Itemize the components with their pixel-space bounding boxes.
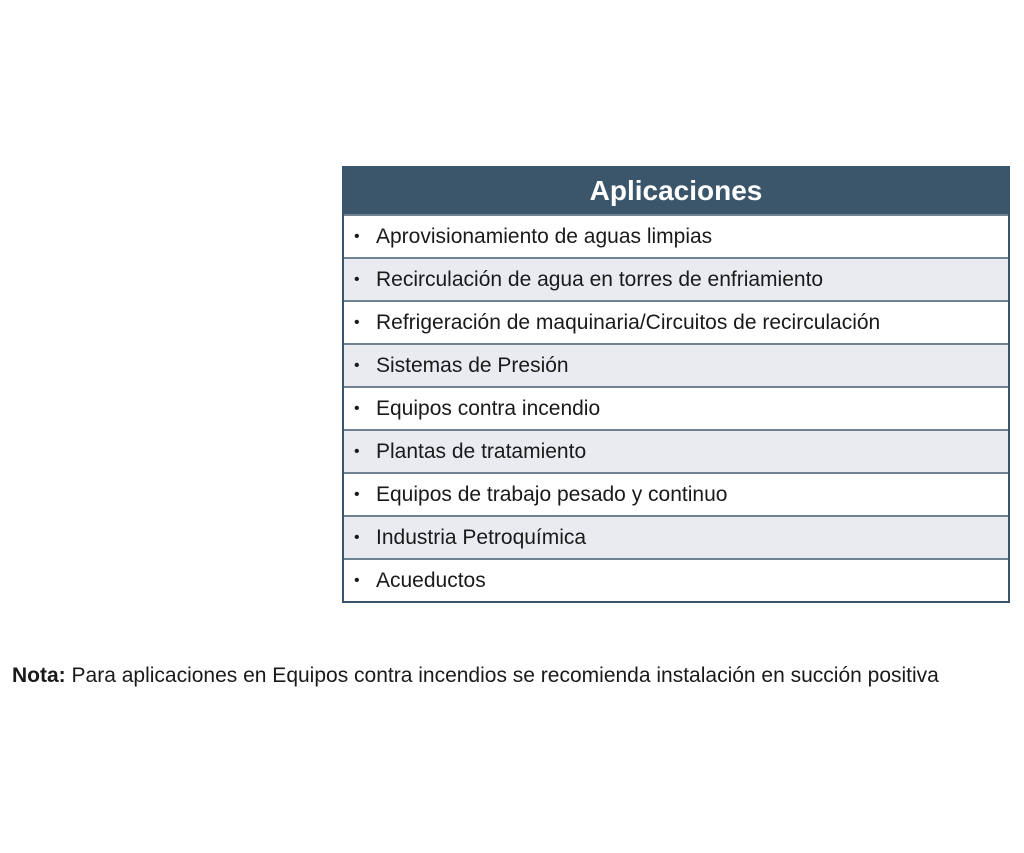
table-row xyxy=(344,214,1008,257)
row-text: Sistemas de Presión xyxy=(376,353,569,377)
table-row xyxy=(344,257,1008,300)
bullet-icon: • xyxy=(354,442,360,460)
table-row xyxy=(344,472,1008,515)
row-text: Aprovisionamiento de aguas limpias xyxy=(376,224,713,248)
bullet-icon: • xyxy=(354,399,360,417)
bullet-icon: • xyxy=(354,485,360,503)
table-row xyxy=(344,515,1008,558)
bullet-icon: • xyxy=(354,313,360,331)
table-row xyxy=(344,558,1008,601)
row-text: Equipos de trabajo pesado y continuo xyxy=(376,482,728,506)
row-text: Refrigeración de maquinaria/Circuitos de recirculación xyxy=(376,310,881,334)
row-text: Acueductos xyxy=(376,568,486,592)
table-header: Aplicaciones xyxy=(344,168,1008,214)
row-text: Plantas de tratamiento xyxy=(376,439,587,463)
note-label: Nota: xyxy=(12,664,66,687)
row-text: Industria Petroquímica xyxy=(376,525,587,549)
note-paragraph xyxy=(12,662,952,690)
table-row xyxy=(344,300,1008,343)
bullet-icon: • xyxy=(354,571,360,589)
table-row xyxy=(344,343,1008,386)
bullet-icon: • xyxy=(354,270,360,288)
row-text: Recirculación de agua en torres de enfriamiento xyxy=(376,267,824,291)
note-text: Para aplicaciones en Equipos contra incendios se recomienda instalación en succión positiva xyxy=(71,664,939,687)
row-text: Equipos contra incendio xyxy=(376,396,601,420)
bullet-icon: • xyxy=(354,356,360,374)
bullet-icon: • xyxy=(354,227,360,245)
table-row xyxy=(344,429,1008,472)
bullet-icon: • xyxy=(354,528,360,546)
applications-table xyxy=(342,166,1010,603)
table-row xyxy=(344,386,1008,429)
